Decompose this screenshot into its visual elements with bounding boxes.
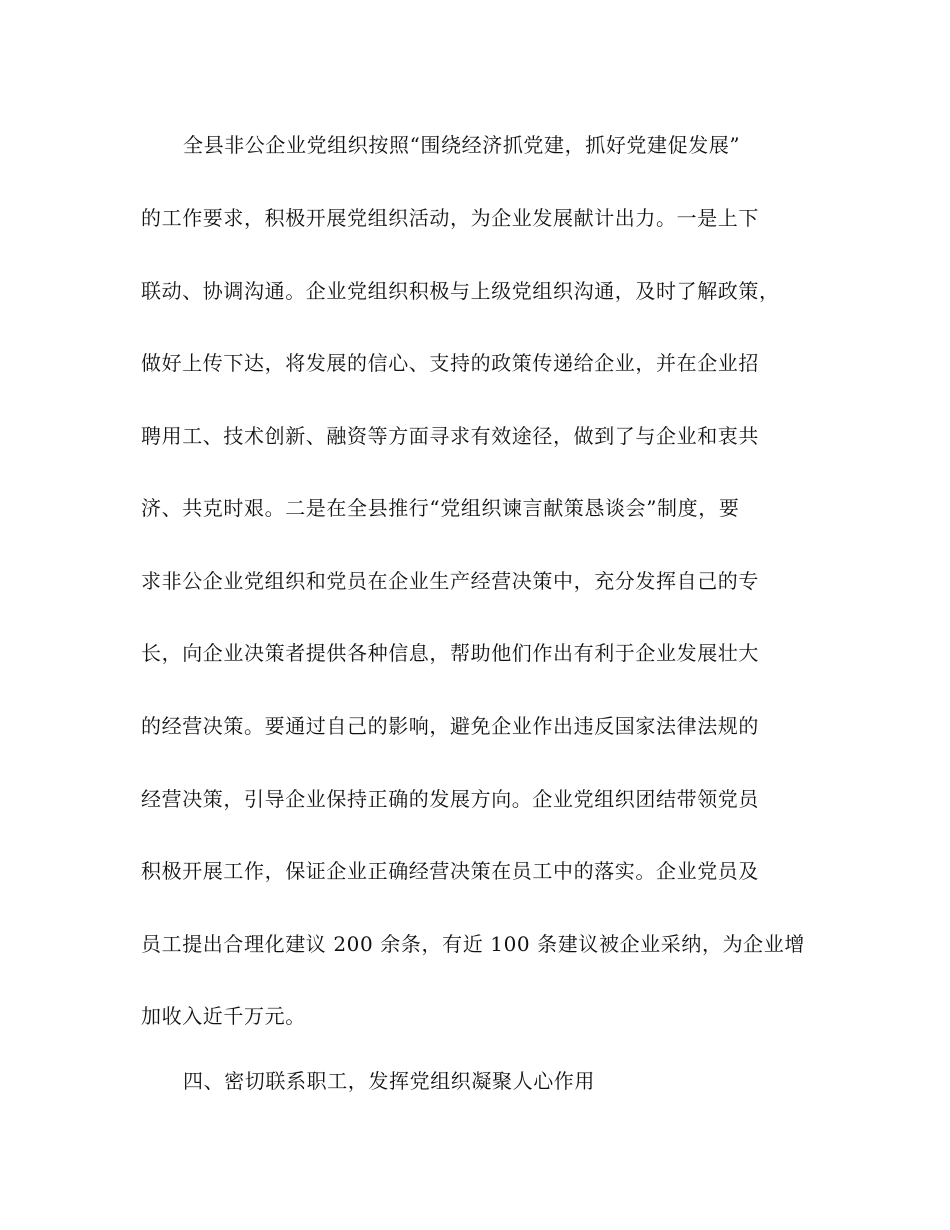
- paragraph-line-1: 全县非公企业党组织按照“围绕经济抓党建，抓好党建促发展”: [183, 133, 741, 157]
- paragraph-line-12: 员工提出合理化建议 200 余条，有近 100 条建议被企业采纳，为企业增: [141, 932, 805, 956]
- paragraph-line-7: 求非公企业党组织和党员在企业生产经营决策中，充分发挥自己的专: [141, 569, 759, 593]
- paragraph-line-9: 的经营决策。要通过自己的影响，避免企业作出违反国家法律法规的: [141, 714, 759, 738]
- paragraph-line-6: 济、共克时艰。二是在全县推行“党组织谏言献策恳谈会”制度，要: [141, 496, 740, 520]
- paragraph-line-8: 长，向企业决策者提供各种信息，帮助他们作出有利于企业发展壮大: [141, 641, 759, 665]
- section-heading: 四、密切联系职工，发挥党组织凝聚人心作用: [183, 1069, 595, 1093]
- paragraph-line-5: 聘用工、技术创新、融资等方面寻求有效途径，做到了与企业和衷共: [141, 424, 759, 448]
- paragraph-line-13: 加收入近千万元。: [141, 1004, 306, 1028]
- paragraph-line-3: 联动、协调沟通。企业党组织积极与上级党组织沟通，及时了解政策，: [141, 279, 780, 303]
- paragraph-line-4: 做好上传下达，将发展的信心、支持的政策传递给企业，并在企业招: [141, 351, 759, 375]
- paragraph-line-2: 的工作要求，积极开展党组织活动，为企业发展献计出力。一是上下: [141, 206, 759, 230]
- paragraph-line-11: 积极开展工作，保证企业正确经营决策在员工中的落实。企业党员及: [141, 859, 759, 883]
- paragraph-line-10: 经营决策，引导企业保持正确的发展方向。企业党组织团结带领党员: [141, 787, 759, 811]
